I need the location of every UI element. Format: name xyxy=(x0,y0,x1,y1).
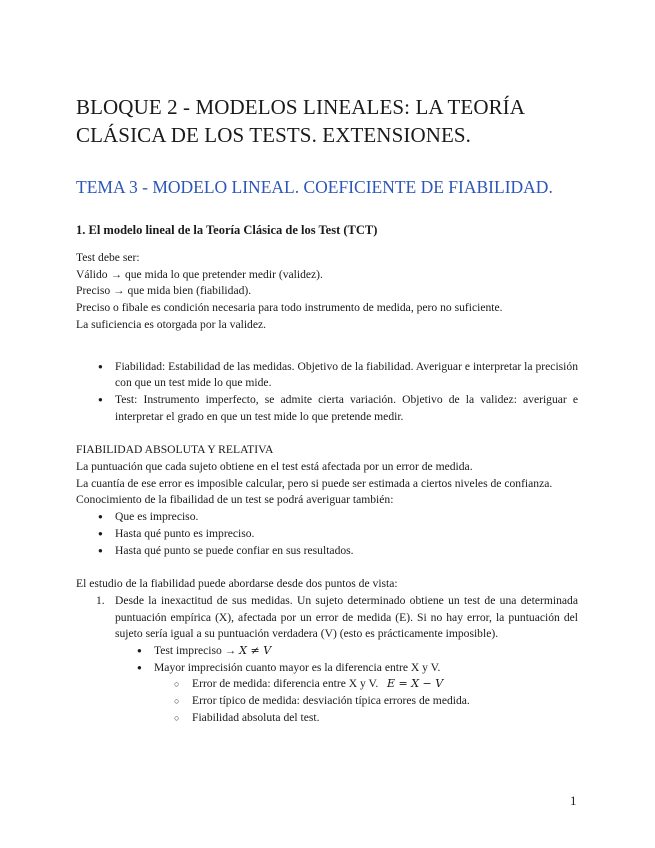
item-text: Desde la inexactitud de sus medidas. Un sujeto determinado obtiene un test de una determinada puntuación empírica (X), afectada por un error de medida (E). Si no hay error, la puntuación del sujeto sería igual a su puntuación verdadera (V) (esto es prácticamente imposible). xyxy=(115,593,578,641)
math-expression: E = X − V xyxy=(386,677,444,691)
section1-title: 1. El modelo lineal de la Teoría Clásica de los Test (TCT) xyxy=(76,223,378,237)
math-expression: X ≠ V xyxy=(239,644,272,658)
list-item xyxy=(76,643,578,660)
section1-bullets xyxy=(76,359,578,426)
list-item: ● Test: Instrumento imperfecto, se admite cierta variación. Objetivo de la validez: averiguar e interpretar el grado en que un test mide lo que pretende medir. xyxy=(76,392,578,425)
section3-intro: El estudio de la fiabilidad puede abordarse desde dos puntos de vista: xyxy=(76,577,398,591)
bloque-heading xyxy=(76,93,578,149)
section1-line: Preciso → que mida bien (fiabilidad). xyxy=(76,284,252,298)
tema-heading: TEMA 3 - MODELO LINEAL. COEFICIENTE DE FIABILIDAD. xyxy=(76,177,553,197)
list-item: ● Fiabilidad: Estabilidad de las medidas. Objetivo de la fiabilidad. Averiguar e interpretar la precisión con que un test mide lo que mide. xyxy=(76,359,578,392)
section1-line: Preciso o fibale es condición necesaria para todo instrumento de medida, pero no suficiente. xyxy=(76,301,503,315)
section3-subsublist xyxy=(76,676,578,726)
spacer xyxy=(76,559,578,576)
section2-bullets xyxy=(76,509,578,559)
section2-line: La cuantía de ese error es imposible calcular, pero si puede ser estimada a ciertos niveles de confianza. xyxy=(76,476,553,490)
list-item: ○ Error típico de medida: desviación típica errores de medida. xyxy=(76,693,578,710)
section3-list xyxy=(76,593,578,643)
list-item: ○ Fiabilidad absoluta del test. xyxy=(76,710,578,727)
section1-line: Test debe ser: xyxy=(76,251,140,264)
page-number: 1 xyxy=(570,793,577,808)
document-page xyxy=(76,93,578,727)
section3-sublist xyxy=(76,643,578,676)
section2-line: Conocimiento de la fibailidad de un test se podrá averiguar también: xyxy=(76,493,394,507)
section2-title: FIABILIDAD ABSOLUTA Y RELATIVA xyxy=(76,443,274,457)
list-item: ● Mayor imprecisión cuanto mayor es la diferencia entre X y V. xyxy=(76,660,578,677)
bloque-heading-line1: BLOQUE 2 - MODELOS LINEALES: LA TEORÍA xyxy=(76,95,526,119)
sub-item-text: Test impreciso → xyxy=(154,644,240,658)
bloque-heading-line2: CLÁSICA DE LOS TESTS. EXTENSIONES. xyxy=(76,123,472,147)
list-item xyxy=(76,676,578,693)
sub-item-text: Error de medida: diferencia entre X y V. xyxy=(192,677,382,691)
section1-line: La suficiencia es otorgada por la validez. xyxy=(76,317,267,331)
section1-body xyxy=(76,250,578,334)
list-item: ● Hasta qué punto se puede confiar en sus resultados. xyxy=(76,543,578,560)
item-number: 1. xyxy=(96,593,105,607)
list-item: ● Hasta qué punto es impreciso. xyxy=(76,526,578,543)
section2-line: La puntuación que cada sujeto obtiene en el test está afectada por un error de medida. xyxy=(76,460,473,474)
list-item: ● Que es impreciso. xyxy=(76,509,578,526)
section1-line: Válido → que mida lo que pretender medir (validez). xyxy=(76,267,323,281)
spacer xyxy=(76,425,578,442)
spacer xyxy=(76,334,578,359)
numbered-item xyxy=(76,593,578,643)
